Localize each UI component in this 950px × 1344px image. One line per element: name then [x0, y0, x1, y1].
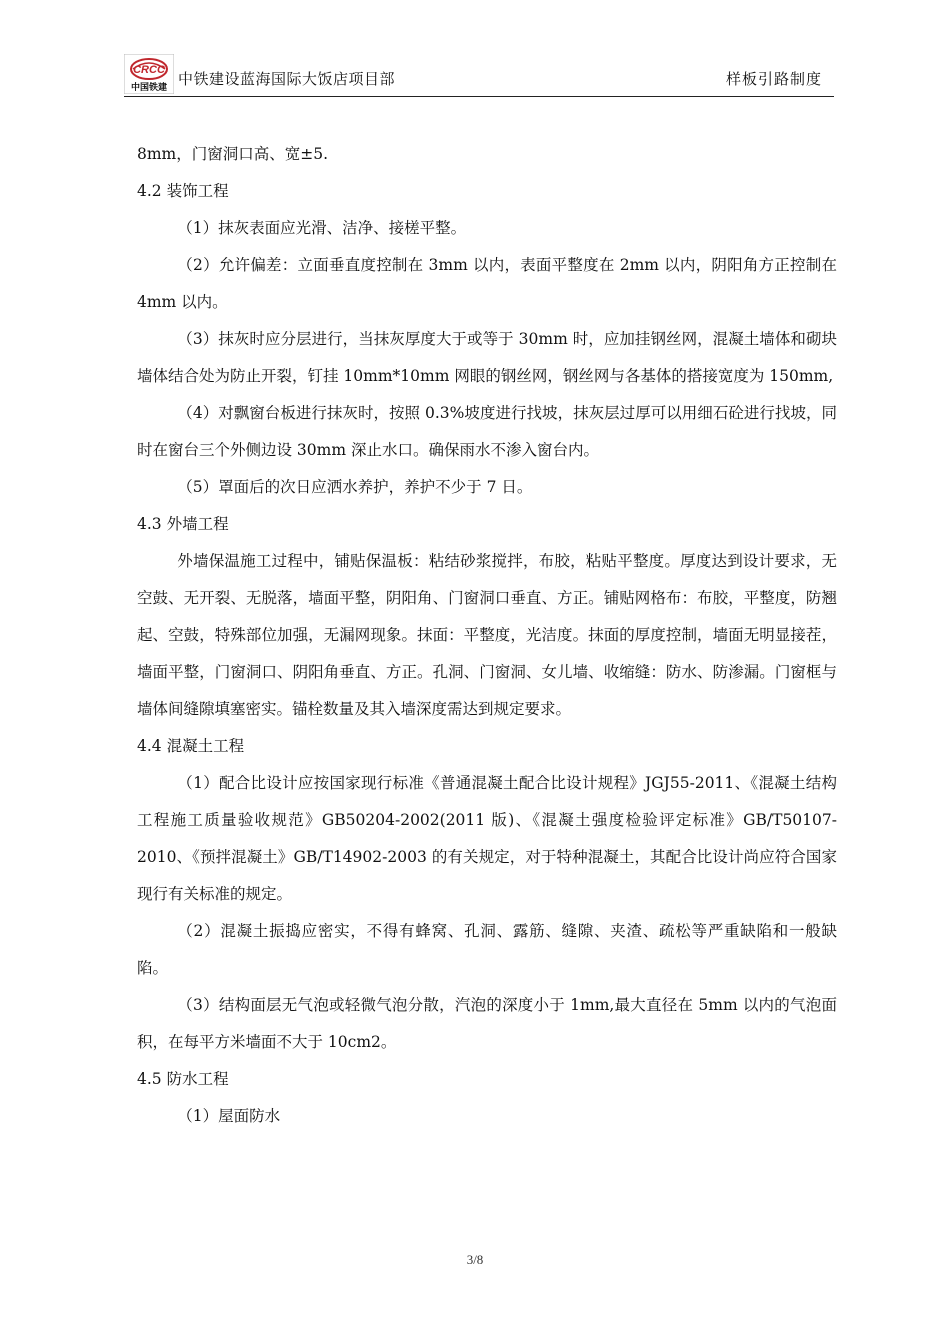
logo-text: 中国铁建	[130, 83, 168, 93]
logo-mark: CRCC	[133, 64, 165, 76]
document-body	[137, 136, 837, 1135]
paragraph: （3）抹灰时应分层进行，当抹灰厚度大于或等于 30mm 时，应加挂钢丝网，混凝土墙体和砌块墙体结合处为防止开裂，钉挂 10mm*10mm 网眼的钢丝网，钢丝网与各基体的搭接宽度为 150mm,	[137, 330, 837, 385]
section-heading-4-2: 4.2 装饰工程	[137, 182, 229, 200]
paragraph: （1）配合比设计应按国家现行标准《普通混凝土配合比设计规程》JGJ55-2011、《混凝土结构工程施工质量验收规范》GB50204-2002(2011 版)、《混凝土强度检验评定标准》GB/T50107-2010、《预拌混凝土》GB/T14902-2003 的有关规定，对于特种混凝土，其配合比设计尚应符合国家现行有关标准的规定。	[137, 774, 837, 903]
paragraph: 外墙保温施工过程中，铺贴保温板：粘结砂浆搅拌，布胶，粘贴平整度。厚度达到设计要求，无空鼓、无开裂、无脱落，墙面平整，阴阳角、门窗洞口垂直、方正。铺贴网格布：布胶，平整度，防翘起、空鼓，特殊部位加强，无漏网现象。抹面：平整度，光洁度。抹面的厚度控制，墙面无明显接茬，墙面平整，门窗洞口、阴阳角垂直、方正。孔洞、门窗洞、女儿墙、收缩缝：防水、防渗漏。门窗框与墙体间缝隙填塞密实。锚栓数量及其入墙深度需达到规定要求。	[137, 552, 837, 718]
paragraph: （1）抹灰表面应光滑、洁净、接槎平整。	[177, 219, 467, 237]
page-number: 3/8	[466, 1252, 484, 1267]
page-header	[124, 54, 834, 97]
crcc-logo	[124, 54, 174, 94]
section-heading-4-5: 4.5 防水工程	[137, 1070, 229, 1088]
paragraph: （2）允许偏差：立面垂直度控制在 3mm 以内，表面平整度在 2mm 以内，阴阳角方正控制在 4mm 以内。	[137, 256, 837, 311]
paragraph: （3）结构面层无气泡或轻微气泡分散，汽泡的深度小于 1mm,最大直径在 5mm 以内的气泡面积，在每平方米墙面不大于 10cm2。	[137, 996, 837, 1051]
paragraph: （5）罩面后的次日应洒水养护，养护不少于 7 日。	[177, 478, 533, 496]
document-title: 样板引路制度	[725, 70, 822, 88]
project-name: 中铁建设蓝海国际大饭店项目部	[178, 70, 396, 88]
section-heading-4-4: 4.4 混凝土工程	[137, 737, 245, 755]
paragraph: （4）对飘窗台板进行抹灰时，按照 0.3%坡度进行找坡，抹灰层过厚可以用细石砼进行找坡，同时在窗台三个外侧边设 30mm 深止水口。确保雨水不渗入窗台内。	[137, 404, 837, 459]
paragraph: （1）屋面防水	[177, 1107, 281, 1125]
continued-text: 8mm，门窗洞口高、宽±5.	[137, 145, 329, 163]
section-heading-4-3: 4.3 外墙工程	[137, 515, 229, 533]
paragraph: （2）混凝土振捣应密实，不得有蜂窝、孔洞、露筋、缝隙、夹渣、疏松等严重缺陷和一般缺陷。	[137, 922, 837, 977]
